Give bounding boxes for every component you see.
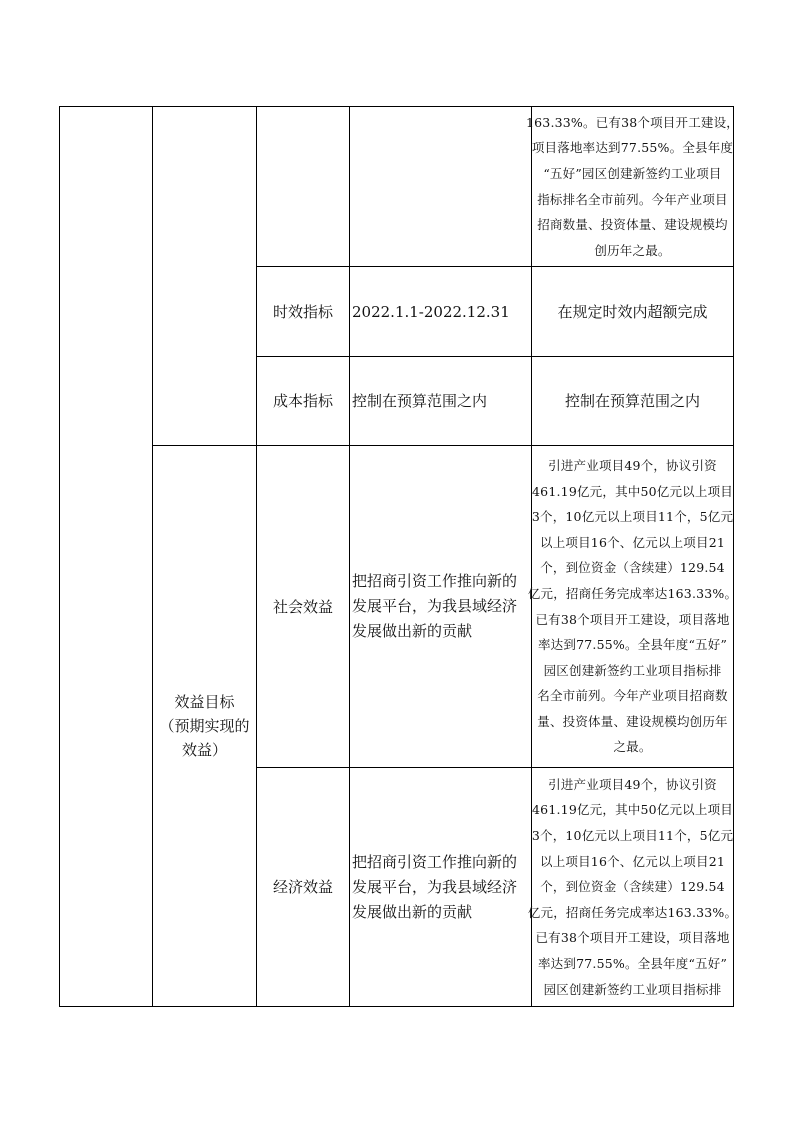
time-indicator-result: 在规定时效内超额完成 [557,302,708,321]
cost-indicator-name: 成本指标 [272,392,333,410]
continuation-result-cell: 163.33%。已有38个项目开工建设， 项目落地率达到77.55%。全县年度 “五好”园区创建新签约工业项目 指标排名全市前列。今年产业项目 招商数量、投资体量、建设规模均 创历年之最。 [525,114,740,258]
benefit-target-group-label: 效益目标 （预期实现的 效益） [159,693,250,759]
economic-benefit-name: 经济效益 [272,878,333,896]
economic-benefit-target: 把招商引资工作推向新的 发展平台，为我县域经济 发展做出新的贡献 [352,852,518,921]
social-benefit-target: 把招商引资工作推向新的 发展平台，为我县域经济 发展做出新的贡献 [352,572,518,640]
time-indicator-target: 2022.1.1-2022.12.31 [352,302,510,321]
cost-indicator-result: 控制在预算范围之内 [564,392,700,410]
social-benefit-name: 社会效益 [272,597,333,616]
social-benefit-result: 引进产业项目49个，协议引资 461.19亿元，其中50亿元以上项目 3个，10亿元以上项目11个，5亿元 以上项目16个、亿元以上项目21 个，到位资金（含续建）129.54 亿元，招商任务完成率达163.33%。 已有38个项目开工建设，项目落地 率达到77.55%。全县年度“五好” 园区创建新签约工业项目指标排 名全市前列。今年产业项目招商数 量、投资体量、建设规模均创历年 之最。 [527,457,738,755]
cost-indicator-target: 控制在预算范围之内 [352,392,488,410]
economic-benefit-result: 引进产业项目49个，协议引资 461.19亿元，其中50亿元以上项目 3个，10亿元以上项目11个，5亿元 以上项目16个、亿元以上项目21 个，到位资金（含续建）129.54 亿元，招商任务完成率达163.33%。 已有38个项目开工建设，项目落地 率达到77.55%。全县年度“五好” 园区创建新签约工业项目指标排 [527,776,738,997]
table-bottom-border [59,1006,734,1007]
time-indicator-name: 时效指标 [272,302,333,321]
col-divider [349,106,350,1007]
table-left-border [59,106,60,1007]
